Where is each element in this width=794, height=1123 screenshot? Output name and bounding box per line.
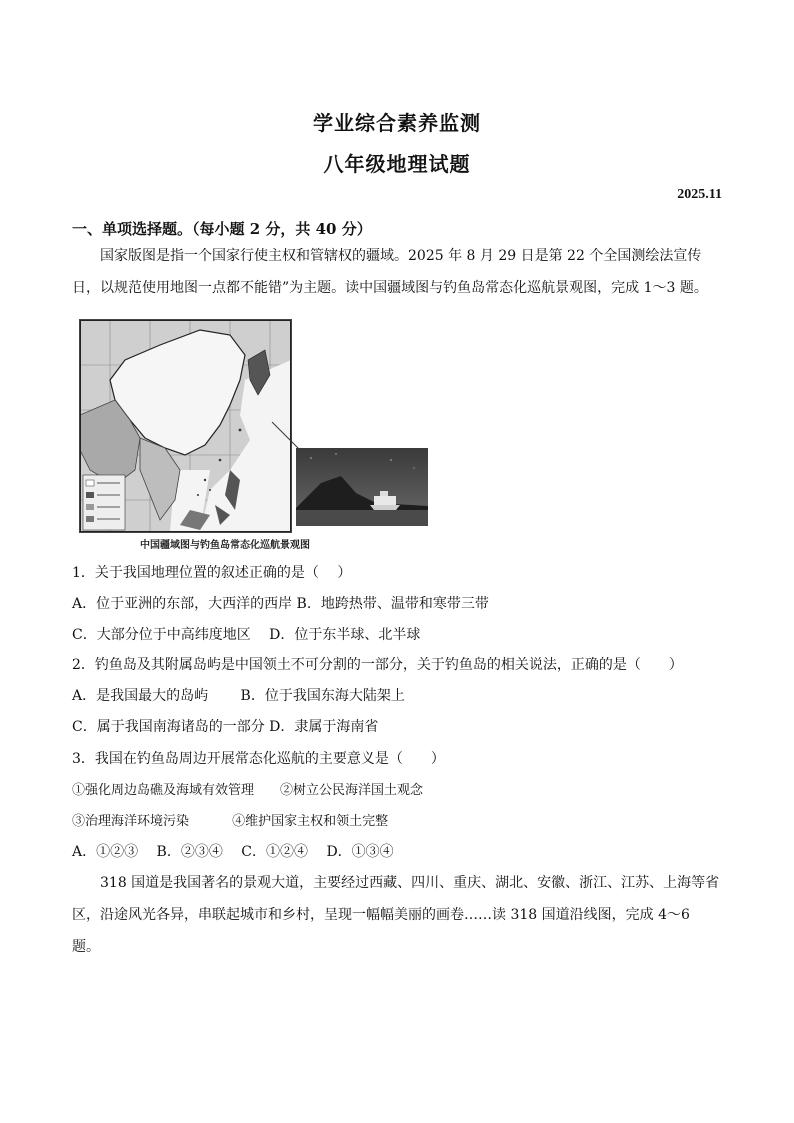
exam-date: 2025.11 — [677, 187, 722, 202]
exam-subtitle: 八年级地理试题 — [323, 152, 471, 176]
question-2-stem: 2．钓鱼岛及其附属岛屿是中国领土不可分割的一部分，关于钓鱼岛的相关说法，正确的是（ ） — [72, 657, 683, 673]
question-1-stem: 1．关于我国地理位置的叙述正确的是（ ） — [72, 565, 352, 581]
diaoyu-island-patrol-photo — [296, 448, 428, 526]
exam-title: 学业综合素养监测 — [313, 111, 481, 135]
figure-caption: 中国疆域图与钓鱼岛常态化巡航景观图 — [140, 540, 310, 551]
intro-paragraph-2: 318 国道是我国著名的景观大道，主要经过西藏、四川、重庆、湖北、安徽、浙江、江苏、上海等省区，沿途风光各异，串联起城市和乡村，呈现一幅幅美丽的画卷……读 318 国道沿线图，完成 4～6 题。 — [72, 875, 720, 955]
section-heading: 一、单项选择题。（每小题 2 分，共 40 分） — [72, 220, 372, 238]
china-territory-map — [79, 319, 292, 533]
question-3-items-12: ①强化周边岛礁及海域有效管理 ②树立公民海洋国土观念 — [72, 783, 424, 798]
question-2-options-ab: A．是我国最大的岛屿 B．位于我国东海大陆架上 — [72, 688, 405, 704]
question-1-options-cd: C．大部分位于中高纬度地区 D．位于东半球、北半球 — [72, 627, 421, 643]
question-3-items-34: ③治理海洋环境污染 ④维护国家主权和领土完整 — [72, 814, 389, 829]
question-3-options: A．①②③ B．②③④ C．①②④ D．①③④ — [72, 844, 394, 860]
question-2-options-cd: C．属于我国南海诸岛的一部分 D．隶属于海南省 — [72, 719, 379, 735]
question-3-stem: 3．我国在钓鱼岛周边开展常态化巡航的主要意义是（ ） — [72, 751, 445, 767]
question-1-options-ab: A．位于亚洲的东部，大西洋的西岸 B．地跨热带、温带和寒带三带 — [72, 596, 489, 612]
intro-paragraph-1: 国家版图是指一个国家行使主权和管辖权的疆域。2025 年 8 月 29 日是第 22 个全国测绘法宣传日，以规范使用地图一点都不能错”为主题。读中国疆域图与钓鱼岛常态化巡航景观图，完成 1～3 题。 — [72, 248, 708, 296]
